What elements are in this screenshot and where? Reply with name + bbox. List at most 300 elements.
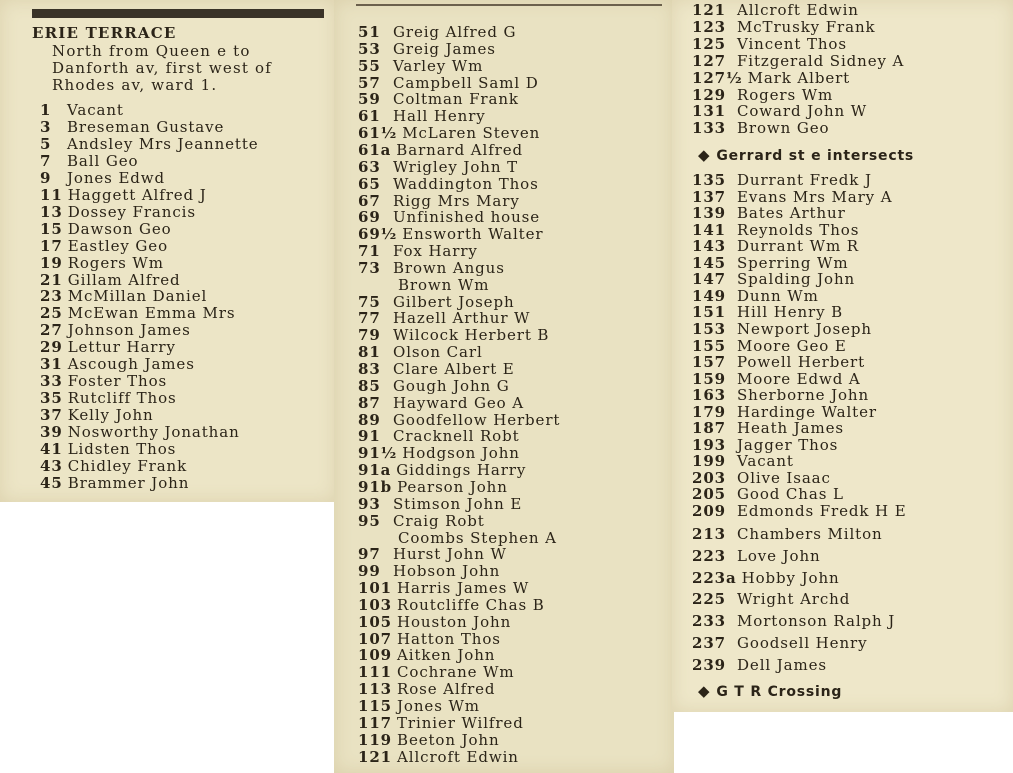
directory-entry xyxy=(358,580,529,597)
resident-name: Kelly John xyxy=(67,406,154,425)
directory-entry xyxy=(358,614,511,631)
house-number: 127½ xyxy=(692,68,743,87)
house-number: 225 xyxy=(692,590,727,609)
resident-name: Houston John xyxy=(397,612,512,631)
resident-name: Brown Angus xyxy=(393,258,505,277)
street-description-line: North from Queen e to xyxy=(52,42,251,60)
directory-entry xyxy=(40,153,138,170)
directory-entry xyxy=(358,41,496,58)
house-number: 153 xyxy=(692,319,727,338)
directory-entry xyxy=(692,222,859,239)
house-number: 91½ xyxy=(358,444,398,463)
house-number: 113 xyxy=(358,680,393,699)
directory-entry xyxy=(692,19,876,36)
house-number: 89 xyxy=(358,410,381,429)
header-rule xyxy=(32,9,324,18)
directory-entry xyxy=(40,305,235,322)
house-number: 93 xyxy=(358,494,381,513)
directory-entry xyxy=(692,255,848,272)
directory-entry xyxy=(692,120,829,137)
house-number: 19 xyxy=(40,253,63,272)
house-number: 91b xyxy=(358,477,393,496)
resident-name: Gilbert Joseph xyxy=(393,292,515,311)
resident-name: Dunn Wm xyxy=(737,286,819,305)
directory-entry xyxy=(358,445,520,462)
house-number: 9 xyxy=(40,168,52,187)
directory-entry xyxy=(692,420,844,437)
directory-entry xyxy=(40,339,176,356)
directory-entry xyxy=(358,361,515,378)
house-number: 77 xyxy=(358,309,381,328)
directory-entry xyxy=(358,344,483,361)
resident-name: Fox Harry xyxy=(393,242,478,261)
directory-entry xyxy=(692,570,840,587)
resident-name: Ball Geo xyxy=(67,151,139,170)
resident-name: Pearson John xyxy=(397,477,508,496)
directory-entry xyxy=(358,310,530,327)
resident-name: Johnson James xyxy=(67,321,191,340)
house-number: 85 xyxy=(358,376,381,395)
resident-name: Hall Henry xyxy=(393,107,486,126)
resident-name: Clare Albert E xyxy=(393,360,515,378)
house-number: 81 xyxy=(358,343,381,362)
directory-entry xyxy=(692,470,831,487)
directory-entry xyxy=(358,479,508,496)
resident-name: Barnard Alfred xyxy=(396,140,524,159)
house-number: 117 xyxy=(358,713,393,732)
directory-entry xyxy=(40,407,154,424)
house-number: 129 xyxy=(692,85,727,104)
house-number: 3 xyxy=(40,117,52,136)
resident-name: Newport Joseph xyxy=(737,319,872,338)
house-number: 91 xyxy=(358,427,381,446)
directory-entry xyxy=(40,441,176,458)
house-number: 131 xyxy=(692,102,727,121)
resident-name: Coombs Stephen A xyxy=(398,528,557,547)
street-description-line: Rhodes av, ward 1. xyxy=(52,76,218,94)
directory-entry xyxy=(40,187,207,204)
resident-name: Allcroft Edwin xyxy=(397,747,519,766)
house-number: 83 xyxy=(358,360,381,378)
house-number: 55 xyxy=(358,56,381,75)
house-number: 41 xyxy=(40,440,63,458)
house-number: 31 xyxy=(40,355,63,374)
directory-entry xyxy=(358,378,510,395)
house-number: 99 xyxy=(358,562,381,581)
house-number: 163 xyxy=(692,386,727,405)
resident-name: Chambers Milton xyxy=(737,525,883,543)
directory-entry xyxy=(40,390,177,407)
resident-name: Andsley Mrs Jeannette xyxy=(67,134,259,153)
resident-name: Beeton John xyxy=(397,730,500,749)
resident-name: Ensworth Walter xyxy=(402,225,544,244)
resident-name: Sperring Wm xyxy=(737,253,849,272)
house-number: 159 xyxy=(692,369,727,388)
house-number: 61 xyxy=(358,107,381,126)
directory-entry xyxy=(358,496,522,513)
directory-entry xyxy=(358,294,515,311)
resident-name: Dell James xyxy=(737,655,828,674)
resident-name: Brown Geo xyxy=(737,119,830,138)
directory-entry xyxy=(358,395,524,412)
resident-name: Hill Henry B xyxy=(737,303,844,322)
house-number: 5 xyxy=(40,134,52,153)
house-number: 199 xyxy=(692,452,727,471)
street-title: ERIE TERRACE xyxy=(32,24,177,42)
directory-entry xyxy=(692,591,850,608)
directory-entry xyxy=(358,715,524,732)
house-number: 233 xyxy=(692,612,727,631)
directory-entry xyxy=(358,428,520,445)
directory-entry xyxy=(692,172,872,189)
resident-name: Brammer John xyxy=(67,473,190,492)
house-number: 61½ xyxy=(358,124,398,143)
house-number: 35 xyxy=(40,389,63,408)
directory-entry xyxy=(40,424,240,441)
resident-name: Hardinge Walter xyxy=(737,402,877,421)
intersection-label: Gerrard st e intersects xyxy=(716,148,915,164)
house-number: 121 xyxy=(692,1,727,19)
directory-entry xyxy=(358,749,519,766)
directory-entry xyxy=(692,321,872,338)
directory-entry xyxy=(358,732,500,749)
directory-entry xyxy=(358,108,486,125)
resident-name: Moore Edwd A xyxy=(737,369,861,388)
directory-entry xyxy=(692,657,827,674)
resident-name: Waddington Thos xyxy=(393,174,539,193)
house-number: 25 xyxy=(40,304,63,323)
directory-entry xyxy=(40,204,196,221)
directory-entry xyxy=(40,475,189,492)
house-number: 119 xyxy=(358,730,393,749)
house-number: 97 xyxy=(358,545,381,564)
resident-name: Vacant xyxy=(67,101,124,119)
house-number: 149 xyxy=(692,286,727,305)
directory-entry xyxy=(358,260,505,277)
resident-name: Powell Herbert xyxy=(737,353,866,372)
resident-name: Hobby John xyxy=(741,568,840,587)
house-number: 67 xyxy=(358,191,381,210)
resident-name: Wrigley John T xyxy=(393,157,518,176)
resident-name: Vacant xyxy=(737,452,794,471)
house-number: 179 xyxy=(692,402,727,421)
house-number: 135 xyxy=(692,171,727,189)
resident-name: Durrant Wm R xyxy=(737,237,859,256)
resident-name: Rigg Mrs Mary xyxy=(393,191,520,210)
house-number: 127 xyxy=(692,51,727,70)
directory-entry xyxy=(358,631,501,648)
diamond-icon: ◆ xyxy=(698,146,711,164)
resident-name: Sherborne John xyxy=(737,386,870,405)
resident-name: Haggett Alfred J xyxy=(67,185,207,204)
resident-name: Good Chas L xyxy=(737,485,844,504)
directory-entry xyxy=(358,647,495,664)
resident-name: Wilcock Herbert B xyxy=(393,326,550,345)
resident-name: Giddings Harry xyxy=(396,461,527,480)
house-number: 13 xyxy=(40,202,63,221)
resident-name: Vincent Thos xyxy=(737,34,847,53)
resident-name: Hayward Geo A xyxy=(393,393,525,412)
directory-entry xyxy=(358,142,523,159)
house-number: 59 xyxy=(358,90,381,109)
directory-entry xyxy=(358,209,540,226)
house-number: 157 xyxy=(692,353,727,372)
resident-name: Hatton Thos xyxy=(397,629,501,648)
house-number: 87 xyxy=(358,393,381,412)
directory-entry xyxy=(692,354,865,371)
resident-name: Dawson Geo xyxy=(67,219,172,238)
house-number: 11 xyxy=(40,185,63,204)
directory-entry xyxy=(358,75,539,92)
house-number: 115 xyxy=(358,697,393,715)
resident-name: Rutcliff Thos xyxy=(67,389,177,408)
house-number: 109 xyxy=(358,646,393,665)
directory-entry xyxy=(358,176,539,193)
resident-name: Rose Alfred xyxy=(397,680,496,699)
directory-entry xyxy=(358,664,515,681)
directory-entry xyxy=(692,437,838,454)
resident-name: Bates Arthur xyxy=(737,204,846,223)
directory-entry xyxy=(692,404,877,421)
resident-name: Unfinished house xyxy=(393,208,541,227)
house-number: 51 xyxy=(358,23,381,41)
directory-entry xyxy=(692,189,892,206)
house-number: 95 xyxy=(358,511,381,530)
intersection-label: G T R Crossing xyxy=(716,684,843,700)
directory-entry xyxy=(692,205,846,222)
directory-entry xyxy=(40,356,195,373)
house-number: 111 xyxy=(358,663,393,682)
directory-entry xyxy=(40,373,167,390)
directory-entry xyxy=(358,563,500,580)
directory-entry xyxy=(40,272,181,289)
house-number: 69½ xyxy=(358,225,398,244)
house-number: 133 xyxy=(692,119,727,138)
resident-name: Stimson John E xyxy=(393,494,523,513)
resident-name: Harris James W xyxy=(397,579,530,598)
house-number: 33 xyxy=(40,372,63,391)
house-number: 101 xyxy=(358,579,393,598)
directory-entry xyxy=(358,530,557,547)
directory-entry xyxy=(40,102,124,119)
house-number: 137 xyxy=(692,187,727,206)
resident-name: Hazell Arthur W xyxy=(393,309,531,328)
house-number: 21 xyxy=(40,270,63,289)
directory-entry xyxy=(692,548,821,565)
house-number: 187 xyxy=(692,419,727,438)
directory-entry xyxy=(692,87,833,104)
directory-entry xyxy=(358,462,526,479)
directory-entry xyxy=(40,170,165,187)
directory-entry xyxy=(358,226,543,243)
resident-name: Reynolds Thos xyxy=(737,220,860,239)
resident-name: McEwan Emma Mrs xyxy=(67,304,236,323)
house-number: 43 xyxy=(40,456,63,475)
directory-entry xyxy=(692,103,867,120)
directory-entry xyxy=(40,322,191,339)
resident-name: Nosworthy Jonathan xyxy=(67,423,240,442)
directory-entry xyxy=(358,513,485,530)
resident-name: Brown Wm xyxy=(398,275,490,294)
directory-entry xyxy=(692,503,907,520)
intersection-note xyxy=(698,146,914,164)
house-number: 147 xyxy=(692,270,727,289)
resident-name: Lettur Harry xyxy=(67,338,176,357)
resident-name: Evans Mrs Mary A xyxy=(737,187,893,206)
house-number: 205 xyxy=(692,485,727,504)
directory-entry xyxy=(692,338,847,355)
house-number: 53 xyxy=(358,39,381,58)
house-number: 17 xyxy=(40,236,63,255)
house-number: 75 xyxy=(358,292,381,311)
directory-entry xyxy=(358,597,545,614)
house-number: 65 xyxy=(358,174,381,193)
directory-entry xyxy=(40,288,207,305)
directory-entry xyxy=(692,635,867,652)
directory-entry xyxy=(692,304,843,321)
resident-name: Breseman Gustave xyxy=(67,117,225,136)
house-number: 107 xyxy=(358,629,393,648)
house-number: 103 xyxy=(358,595,393,614)
resident-name: Jones Wm xyxy=(397,697,480,715)
resident-name: Hobson John xyxy=(393,562,501,581)
resident-name: Love John xyxy=(737,546,821,565)
resident-name: Moore Geo E xyxy=(737,336,847,355)
directory-entry xyxy=(358,546,507,563)
resident-name: McMillan Daniel xyxy=(67,287,208,306)
resident-name: Dossey Francis xyxy=(67,202,196,221)
resident-name: Cracknell Robt xyxy=(393,427,520,446)
directory-entry xyxy=(40,136,259,153)
directory-entry xyxy=(692,613,895,630)
resident-name: Greig James xyxy=(393,39,496,58)
resident-name: Wright Archd xyxy=(737,590,851,609)
directory-entry xyxy=(358,412,560,429)
resident-name: Heath James xyxy=(737,419,845,438)
directory-entry xyxy=(692,371,861,388)
directory-entry xyxy=(692,288,819,305)
resident-name: Olive Isaac xyxy=(737,468,831,487)
directory-column-2 xyxy=(334,0,674,773)
resident-name: Rogers Wm xyxy=(67,253,164,272)
house-number: 1 xyxy=(40,101,52,119)
directory-entry xyxy=(40,458,187,475)
resident-name: Craig Robt xyxy=(393,511,485,530)
resident-name: Chidley Frank xyxy=(67,456,188,475)
house-number: 39 xyxy=(40,423,63,442)
house-number: 105 xyxy=(358,612,393,631)
resident-name: Greig Alfred G xyxy=(393,23,517,41)
house-number: 213 xyxy=(692,525,727,543)
directory-entry xyxy=(692,36,847,53)
house-number: 139 xyxy=(692,204,727,223)
resident-name: Jagger Thos xyxy=(737,435,839,454)
directory-entry xyxy=(692,238,859,255)
resident-name: Trinier Wilfred xyxy=(397,713,524,732)
resident-name: Fitzgerald Sidney A xyxy=(737,51,905,70)
resident-name: Spalding John xyxy=(737,270,856,289)
resident-name: Gough John G xyxy=(393,376,510,395)
house-number: 91a xyxy=(358,461,392,480)
resident-name: Jones Edwd xyxy=(67,168,166,187)
directory-entry xyxy=(358,681,495,698)
directory-entry xyxy=(40,221,172,238)
house-number: 71 xyxy=(358,242,381,261)
directory-entry xyxy=(692,2,859,19)
resident-name: Campbell Saml D xyxy=(393,73,539,92)
directory-entry xyxy=(358,58,483,75)
house-number: 63 xyxy=(358,157,381,176)
house-number: 143 xyxy=(692,237,727,256)
resident-name: Cochrane Wm xyxy=(397,663,515,682)
resident-name: Rogers Wm xyxy=(737,85,834,104)
house-number: 27 xyxy=(40,321,63,340)
directory-column-3 xyxy=(672,0,1013,712)
resident-name: Aitken John xyxy=(397,646,496,665)
house-number: 141 xyxy=(692,220,727,239)
house-number: 151 xyxy=(692,303,727,322)
resident-name: Goodfellow Herbert xyxy=(393,410,561,429)
house-number: 69 xyxy=(358,208,381,227)
directory-entry xyxy=(358,327,549,344)
resident-name: McLaren Steven xyxy=(402,124,541,143)
resident-name: Olson Carl xyxy=(393,343,483,362)
resident-name: Mortonson Ralph J xyxy=(737,612,896,631)
resident-name: McTrusky Frank xyxy=(737,17,876,36)
house-number: 61a xyxy=(358,140,392,159)
resident-name: Goodsell Henry xyxy=(737,634,868,652)
directory-entry xyxy=(358,193,520,210)
resident-name: Coward John W xyxy=(737,102,868,121)
house-number: 37 xyxy=(40,406,63,425)
house-number: 203 xyxy=(692,468,727,487)
resident-name: Edmonds Fredk H E xyxy=(737,502,907,520)
house-number: 121 xyxy=(358,747,393,766)
house-number: 209 xyxy=(692,502,727,520)
header-rule xyxy=(356,4,662,6)
directory-entry xyxy=(358,125,540,142)
house-number: 57 xyxy=(358,73,381,92)
house-number: 45 xyxy=(40,473,63,492)
house-number: 193 xyxy=(692,435,727,454)
house-number: 123 xyxy=(692,17,727,36)
resident-name: Gillam Alfred xyxy=(67,270,181,289)
directory-entry xyxy=(358,159,518,176)
directory-entry xyxy=(40,119,224,136)
directory-entry xyxy=(692,70,850,87)
resident-name: Eastley Geo xyxy=(67,236,169,255)
street-description-line: Danforth av, first west of xyxy=(52,59,273,77)
resident-name: Mark Albert xyxy=(747,68,851,87)
directory-column-1 xyxy=(0,0,336,502)
directory-entry xyxy=(358,277,489,294)
resident-name: Ascough James xyxy=(67,355,195,374)
house-number: 145 xyxy=(692,253,727,272)
directory-entry xyxy=(358,91,519,108)
diamond-icon: ◆ xyxy=(698,682,711,700)
resident-name: Durrant Fredk J xyxy=(737,171,872,189)
directory-entry xyxy=(358,698,480,715)
house-number: 29 xyxy=(40,338,63,357)
directory-entry xyxy=(358,24,516,41)
house-number: 23 xyxy=(40,287,63,306)
directory-entry xyxy=(692,271,855,288)
house-number: 15 xyxy=(40,219,63,238)
resident-name: Lidsten Thos xyxy=(67,440,177,458)
house-number: 223a xyxy=(692,568,737,587)
house-number: 155 xyxy=(692,336,727,355)
resident-name: Hurst John W xyxy=(393,545,507,564)
